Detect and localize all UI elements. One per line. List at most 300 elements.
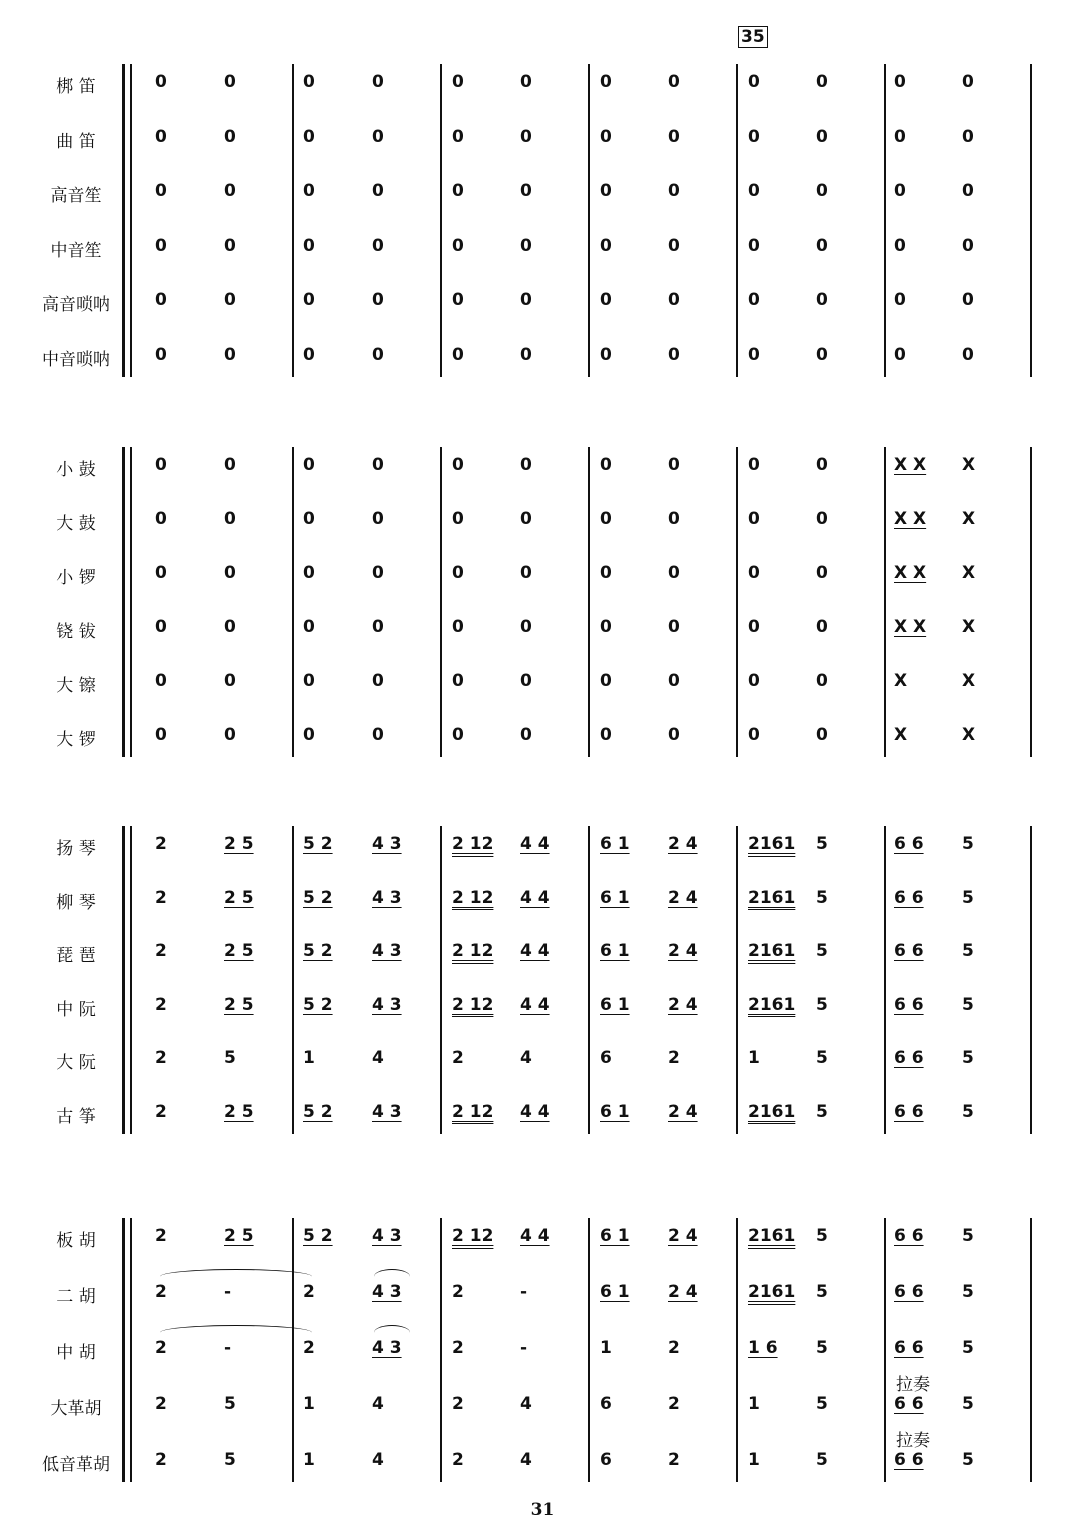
note-cell: 0 — [816, 344, 828, 365]
note-cell: 0 — [600, 72, 612, 92]
note-cell: 0 — [452, 671, 464, 691]
note-cell: 2 — [155, 1394, 167, 1414]
note-cell: X X — [894, 455, 927, 475]
note-cell: 5 — [224, 1450, 236, 1470]
note-cell: 0 — [668, 290, 680, 310]
note-cell: 2 4 — [668, 834, 698, 854]
barline — [884, 826, 886, 1134]
note-cell: 0 — [668, 563, 680, 583]
note-cell: 2 — [303, 1282, 315, 1302]
note-cell: 0 — [372, 72, 384, 92]
note-cell: 0 — [668, 72, 680, 92]
note-cell: 6 6 — [894, 834, 924, 854]
instrument-label: 板 胡 — [56, 1231, 96, 1251]
barline — [292, 64, 294, 377]
note-cell: 0 — [748, 126, 760, 147]
instrument-label: 中音唢呐 — [42, 349, 110, 370]
note-cell: 4 3 — [372, 1282, 402, 1302]
note-cell: 0 — [962, 72, 974, 92]
note-cell: 0 — [303, 671, 315, 691]
note-cell: 0 — [894, 344, 906, 365]
instrument-label: 大革胡 — [50, 1399, 102, 1419]
note-cell: - — [520, 1338, 528, 1358]
note-cell: 0 — [520, 126, 532, 147]
barline — [736, 1218, 738, 1482]
note-cell: 0 — [962, 235, 974, 256]
note-cell: 0 — [600, 671, 612, 691]
rehearsal-mark: 35 — [738, 26, 768, 48]
note-cell: 0 — [372, 671, 384, 691]
tie-slur — [374, 1325, 410, 1340]
note-cell: X X — [894, 563, 927, 583]
note-cell: 0 — [224, 72, 236, 92]
note-cell: 5 — [962, 1226, 974, 1246]
note-cell: 0 — [372, 290, 384, 310]
note-cell: 0 — [600, 235, 612, 256]
note-cell: 1 — [748, 1394, 760, 1414]
note-cell: X X — [894, 509, 927, 529]
note-cell: 5 — [962, 941, 974, 961]
note-cell: 0 — [962, 344, 974, 365]
note-cell: 2 — [303, 1338, 315, 1358]
note-cell: 2 — [155, 1226, 167, 1246]
note-cell: 2161 — [748, 834, 796, 854]
note-cell: 5 — [224, 1048, 236, 1068]
note-cell: 4 — [372, 1450, 384, 1470]
note-cell: 0 — [452, 617, 464, 637]
note-cell: 0 — [224, 344, 236, 365]
note-cell: 0 — [303, 126, 315, 147]
note-cell: 0 — [372, 509, 384, 529]
performance-direction: 拉奏 — [896, 1431, 930, 1451]
note-cell: 5 2 — [303, 941, 333, 961]
instrument-label: 梆 笛 — [56, 77, 96, 97]
note-cell: 2 — [155, 887, 167, 908]
note-cell: - — [224, 1282, 232, 1302]
note-cell: 0 — [303, 344, 315, 365]
note-cell: 0 — [224, 671, 236, 691]
note-cell: 5 — [816, 887, 828, 908]
note-cell: 0 — [224, 235, 236, 256]
note-cell: 0 — [224, 290, 236, 310]
note-cell: 2 4 — [668, 1282, 698, 1302]
note-cell: 2161 — [748, 994, 796, 1015]
note-cell: 1 — [303, 1450, 315, 1470]
note-cell: 2 12 — [452, 941, 494, 961]
note-cell: 2 12 — [452, 1226, 494, 1246]
barline — [292, 447, 294, 757]
barline — [292, 826, 294, 1134]
note-cell: 2 — [452, 1282, 464, 1302]
instrument-label: 古 筝 — [56, 1106, 96, 1127]
note-cell: 1 — [748, 1048, 760, 1068]
note-cell: X — [962, 671, 976, 691]
note-cell: 0 — [452, 72, 464, 92]
note-cell: 4 4 — [520, 887, 550, 908]
note-cell: 0 — [600, 509, 612, 529]
note-cell: 2 — [668, 1338, 680, 1358]
note-cell: 2 5 — [224, 941, 254, 961]
note-cell: 0 — [816, 290, 828, 310]
note-cell: 0 — [668, 455, 680, 475]
note-cell: 0 — [303, 455, 315, 475]
note-cell: 0 — [816, 235, 828, 256]
note-cell: 0 — [224, 617, 236, 637]
note-cell: 0 — [816, 617, 828, 637]
note-cell: 2 12 — [452, 887, 494, 908]
note-cell: 0 — [520, 617, 532, 637]
note-cell: - — [224, 1338, 232, 1358]
note-cell: X X — [894, 617, 927, 637]
note-cell: 0 — [452, 563, 464, 583]
note-cell: 0 — [816, 455, 828, 475]
note-cell: 6 1 — [600, 994, 630, 1015]
note-cell: 2161 — [748, 887, 796, 908]
note-cell: 4 3 — [372, 834, 402, 854]
note-cell: 0 — [155, 235, 167, 256]
note-cell: 5 — [816, 1048, 828, 1068]
note-cell: 0 — [748, 563, 760, 583]
note-cell: 0 — [748, 290, 760, 310]
note-cell: 0 — [668, 344, 680, 365]
note-cell: 6 6 — [894, 887, 924, 908]
note-cell: 4 4 — [520, 994, 550, 1015]
barline — [1030, 64, 1032, 377]
instrument-label: 二 胡 — [56, 1287, 96, 1307]
note-cell: 6 6 — [894, 1450, 924, 1470]
note-cell: 5 — [962, 1450, 974, 1470]
note-cell: 4 3 — [372, 1226, 402, 1246]
note-cell: 6 6 — [894, 1338, 924, 1358]
note-cell: 2 — [452, 1338, 464, 1358]
note-cell: 2161 — [748, 1101, 796, 1122]
note-cell: 5 2 — [303, 994, 333, 1015]
note-cell: 0 — [303, 509, 315, 529]
note-cell: 0 — [894, 72, 906, 92]
note-cell: 5 2 — [303, 834, 333, 854]
note-cell: 0 — [452, 455, 464, 475]
barline — [588, 826, 590, 1134]
note-cell: 0 — [748, 617, 760, 637]
note-cell: 0 — [155, 72, 167, 92]
note-cell: 0 — [224, 126, 236, 147]
note-cell: 6 6 — [894, 1101, 924, 1122]
note-cell: 0 — [894, 181, 906, 201]
note-cell: 6 6 — [894, 1226, 924, 1246]
note-cell: 0 — [224, 563, 236, 583]
note-cell: 5 — [816, 1338, 828, 1358]
note-cell: 2 12 — [452, 834, 494, 854]
note-cell: 0 — [372, 563, 384, 583]
note-cell: 0 — [520, 72, 532, 92]
barline — [588, 64, 590, 377]
instrument-label: 柳 琴 — [56, 892, 96, 913]
note-cell: 4 — [520, 1394, 532, 1414]
note-cell: 0 — [668, 725, 680, 745]
barline — [736, 826, 738, 1134]
note-cell: 1 — [600, 1338, 612, 1358]
note-cell: 0 — [303, 563, 315, 583]
note-cell: 4 — [372, 1048, 384, 1068]
note-cell: 0 — [748, 671, 760, 691]
note-cell: 5 — [962, 1101, 974, 1122]
note-cell: 4 — [520, 1048, 532, 1068]
note-cell: 2 — [155, 1450, 167, 1470]
tie-slur — [160, 1269, 312, 1284]
note-cell: 6 6 — [894, 1394, 924, 1414]
note-cell: 4 3 — [372, 941, 402, 961]
note-cell: 1 6 — [748, 1338, 778, 1358]
instrument-label: 大 镲 — [56, 676, 96, 696]
note-cell: 2 — [668, 1450, 680, 1470]
note-cell: 2 — [452, 1048, 464, 1068]
barline — [440, 64, 442, 377]
note-cell: 1 — [748, 1450, 760, 1470]
note-cell: 0 — [816, 509, 828, 529]
note-cell: 0 — [600, 617, 612, 637]
note-cell: 2 5 — [224, 994, 254, 1015]
note-cell: 0 — [816, 725, 828, 745]
note-cell: 5 — [816, 1282, 828, 1302]
note-cell: 4 4 — [520, 834, 550, 854]
instrument-label: 大 鼓 — [56, 514, 96, 534]
note-cell: 0 — [600, 126, 612, 147]
note-cell: 2 4 — [668, 941, 698, 961]
note-cell: 4 4 — [520, 941, 550, 961]
note-cell: 6 1 — [600, 834, 630, 854]
instrument-label: 曲 笛 — [56, 131, 96, 152]
note-cell: 5 — [816, 994, 828, 1015]
note-cell: 2 — [668, 1048, 680, 1068]
note-cell: 6 1 — [600, 1226, 630, 1246]
note-cell: 5 — [816, 941, 828, 961]
note-cell: X — [962, 455, 976, 475]
barline — [440, 447, 442, 757]
note-cell: X — [962, 509, 976, 529]
note-cell: 5 2 — [303, 1226, 333, 1246]
note-cell: 0 — [816, 563, 828, 583]
barline — [292, 1218, 294, 1482]
barline — [1030, 1218, 1032, 1482]
note-cell: 5 — [962, 887, 974, 908]
note-cell: 0 — [303, 290, 315, 310]
note-cell: 0 — [520, 671, 532, 691]
instrument-label: 中音笙 — [50, 240, 102, 261]
note-cell: 0 — [303, 617, 315, 637]
instrument-label: 铙 钹 — [56, 622, 96, 642]
note-cell: 0 — [520, 181, 532, 201]
note-cell: 6 — [600, 1394, 612, 1414]
note-cell: 0 — [600, 563, 612, 583]
instrument-label: 低音革胡 — [42, 1455, 110, 1475]
note-cell: 0 — [452, 725, 464, 745]
note-cell: 0 — [816, 181, 828, 201]
note-cell: 2 4 — [668, 887, 698, 908]
note-cell: 0 — [303, 235, 315, 256]
note-cell: 0 — [372, 725, 384, 745]
note-cell: 0 — [600, 455, 612, 475]
note-cell: 0 — [520, 563, 532, 583]
note-cell: 0 — [748, 455, 760, 475]
barline — [736, 64, 738, 377]
note-cell: 0 — [372, 181, 384, 201]
note-cell: 0 — [600, 344, 612, 365]
note-cell: 2 — [668, 1394, 680, 1414]
note-cell: 2 12 — [452, 1101, 494, 1122]
note-cell: 5 — [816, 1450, 828, 1470]
note-cell: 0 — [894, 126, 906, 147]
note-cell: 0 — [748, 72, 760, 92]
note-cell: 2 — [155, 1048, 167, 1068]
instrument-label: 高音笙 — [50, 186, 102, 206]
note-cell: 0 — [224, 725, 236, 745]
barline — [884, 447, 886, 757]
note-cell: 0 — [224, 455, 236, 475]
note-cell: 2 — [155, 1282, 167, 1302]
barline — [130, 826, 132, 1134]
barline — [588, 1218, 590, 1482]
note-cell: 5 — [962, 1394, 974, 1414]
note-cell: 0 — [668, 671, 680, 691]
note-cell: 0 — [224, 181, 236, 201]
note-cell: 5 — [224, 1394, 236, 1414]
note-cell: 0 — [452, 344, 464, 365]
note-cell: 6 6 — [894, 941, 924, 961]
note-cell: 2 — [155, 1101, 167, 1122]
page-number: 31 — [530, 1500, 555, 1520]
barline — [736, 447, 738, 757]
note-cell: 5 2 — [303, 1101, 333, 1122]
note-cell: 2 4 — [668, 1101, 698, 1122]
note-cell: 4 3 — [372, 1338, 402, 1358]
barline — [440, 1218, 442, 1482]
barline — [884, 1218, 886, 1482]
note-cell: 6 — [600, 1450, 612, 1470]
note-cell: 0 — [303, 72, 315, 92]
note-cell: 5 — [816, 1394, 828, 1414]
note-cell: 0 — [894, 290, 906, 310]
performance-direction: 拉奏 — [896, 1375, 930, 1395]
note-cell: 2161 — [748, 941, 796, 961]
note-cell: 5 — [962, 994, 974, 1015]
instrument-label: 高音唢呐 — [42, 295, 110, 315]
note-cell: 5 2 — [303, 887, 333, 908]
tie-slur — [160, 1325, 312, 1340]
instrument-label: 中 胡 — [56, 1343, 96, 1363]
note-cell: X — [894, 671, 908, 691]
note-cell: 0 — [155, 671, 167, 691]
note-cell: 2161 — [748, 1226, 796, 1246]
note-cell: X — [962, 563, 976, 583]
note-cell: 0 — [520, 344, 532, 365]
note-cell: 2 — [155, 834, 167, 854]
note-cell: 0 — [748, 181, 760, 201]
note-cell: X — [894, 725, 908, 745]
note-cell: 0 — [894, 235, 906, 256]
note-cell: 0 — [816, 671, 828, 691]
note-cell: 0 — [600, 181, 612, 201]
barline — [884, 64, 886, 377]
note-cell: 2 4 — [668, 1226, 698, 1246]
note-cell: 5 — [816, 1101, 828, 1122]
note-cell: 0 — [372, 126, 384, 147]
note-cell: 2 5 — [224, 887, 254, 908]
barline — [588, 447, 590, 757]
instrument-label: 小 锣 — [56, 568, 96, 588]
barline — [440, 826, 442, 1134]
note-cell: X — [962, 725, 976, 745]
note-cell: 4 3 — [372, 887, 402, 908]
note-cell: 0 — [668, 509, 680, 529]
note-cell: 0 — [748, 725, 760, 745]
note-cell: 5 — [816, 834, 828, 854]
note-cell: 6 6 — [894, 994, 924, 1015]
note-cell: 5 — [962, 834, 974, 854]
note-cell: 0 — [962, 290, 974, 310]
note-cell: 0 — [155, 509, 167, 529]
note-cell: 6 6 — [894, 1282, 924, 1302]
note-cell: 6 1 — [600, 1101, 630, 1122]
note-cell: 2 — [155, 941, 167, 961]
note-cell: 0 — [520, 290, 532, 310]
note-cell: 0 — [155, 290, 167, 310]
note-cell: 4 — [520, 1450, 532, 1470]
note-cell: - — [520, 1282, 528, 1302]
note-cell: 2 12 — [452, 994, 494, 1015]
note-cell: 6 1 — [600, 1282, 630, 1302]
note-cell: 4 3 — [372, 1101, 402, 1122]
note-cell: 0 — [668, 617, 680, 637]
note-cell: 5 — [962, 1282, 974, 1302]
note-cell: 0 — [748, 509, 760, 529]
note-cell: 0 — [748, 344, 760, 365]
note-cell: 0 — [155, 617, 167, 637]
note-cell: 0 — [155, 455, 167, 475]
note-cell: 0 — [668, 181, 680, 201]
note-cell: 6 6 — [894, 1048, 924, 1068]
note-cell: 0 — [600, 290, 612, 310]
note-cell: 2 5 — [224, 1226, 254, 1246]
note-cell: 0 — [303, 725, 315, 745]
note-cell: 2 — [452, 1394, 464, 1414]
note-cell: 0 — [748, 235, 760, 256]
note-cell: 1 — [303, 1048, 315, 1068]
note-cell: 6 1 — [600, 887, 630, 908]
note-cell: 0 — [452, 126, 464, 147]
barline — [130, 447, 132, 757]
note-cell: 0 — [600, 725, 612, 745]
instrument-label: 大 锣 — [56, 730, 96, 750]
note-cell: 0 — [155, 725, 167, 745]
note-cell: 0 — [452, 235, 464, 256]
note-cell: 0 — [452, 509, 464, 529]
instrument-label: 大 阮 — [56, 1053, 96, 1073]
barline — [130, 1218, 132, 1482]
note-cell: 0 — [155, 344, 167, 365]
barline — [1030, 447, 1032, 757]
note-cell: 0 — [816, 126, 828, 147]
note-cell: 0 — [372, 617, 384, 637]
barline — [130, 64, 132, 377]
note-cell: 4 4 — [520, 1226, 550, 1246]
note-cell: 0 — [816, 72, 828, 92]
tie-slur — [374, 1269, 410, 1284]
note-cell: 2 — [155, 1338, 167, 1358]
note-cell: 0 — [224, 509, 236, 529]
note-cell: 0 — [372, 344, 384, 365]
note-cell: 0 — [452, 181, 464, 201]
note-cell: 0 — [303, 181, 315, 201]
